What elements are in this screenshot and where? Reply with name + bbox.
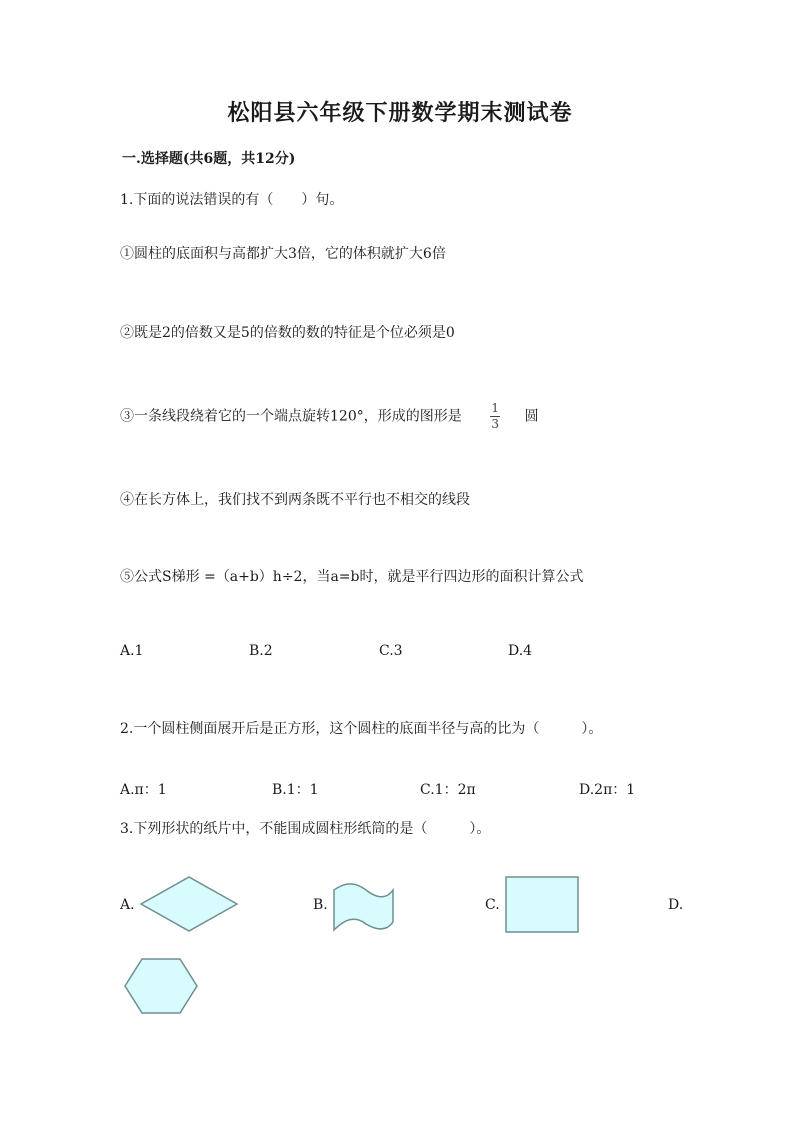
section-heading: 一.选择题(共6题，共12分): [122, 151, 296, 167]
fraction-denominator: 3: [491, 417, 499, 431]
q3-option-a-label[interactable]: A.: [120, 897, 135, 913]
rhombus-icon[interactable]: [138, 874, 240, 934]
q1-statement-3-tail: 圆: [524, 408, 539, 425]
q2-option-a[interactable]: A.π：1: [120, 782, 167, 798]
q1-option-d[interactable]: D.4: [508, 643, 533, 659]
q1-option-b[interactable]: B.2: [249, 643, 273, 659]
q3-option-b-label[interactable]: B.: [313, 897, 328, 913]
rectangle-icon[interactable]: [504, 875, 582, 935]
q1-option-a[interactable]: A.1: [120, 643, 144, 659]
fraction-numerator: 1: [491, 401, 499, 415]
q1-stem: 1.下面的说法错误的有（ ）句。: [120, 192, 344, 208]
q1-statement-1: ①圆柱的底面积与高都扩大3倍，它的体积就扩大6倍: [120, 246, 446, 262]
q1-statement-3: [120, 402, 539, 431]
q3-stem: 3.下列形状的纸片中，不能围成圆柱形纸筒的是（ ）。: [120, 821, 491, 837]
fraction-one-third: [490, 402, 500, 431]
q2-stem: 2.一个圆柱侧面展开后是正方形，这个圆柱的底面半径与高的比为（ ）。: [120, 721, 603, 737]
q1-statement-3-text: ③一条线段绕着它的一个端点旋转120°，形成的图形是: [120, 408, 462, 425]
q1-option-c[interactable]: C.3: [379, 643, 403, 659]
page-title: 松阳县六年级下册数学期末测试卷: [227, 100, 573, 126]
q1-statement-5: ⑤公式S梯形 =（a+b）h÷2，当a=b时，就是平行四边形的面积计算公式: [120, 569, 584, 585]
q1-statement-2: ②既是2的倍数又是5的倍数的数的特征是个位必须是0: [120, 325, 455, 341]
wavy-flag-icon[interactable]: [330, 880, 398, 936]
q3-option-d-label[interactable]: D.: [668, 897, 684, 913]
q2-option-b[interactable]: B.1：1: [272, 782, 319, 798]
q3-option-c-label[interactable]: C.: [485, 897, 500, 913]
hexagon-icon[interactable]: [122, 956, 202, 1018]
q2-option-c[interactable]: C.1：2π: [420, 782, 476, 798]
q1-statement-4: ④在长方体上，我们找不到两条既不平行也不相交的线段: [120, 492, 470, 508]
q2-option-d[interactable]: D.2π：1: [579, 782, 636, 798]
